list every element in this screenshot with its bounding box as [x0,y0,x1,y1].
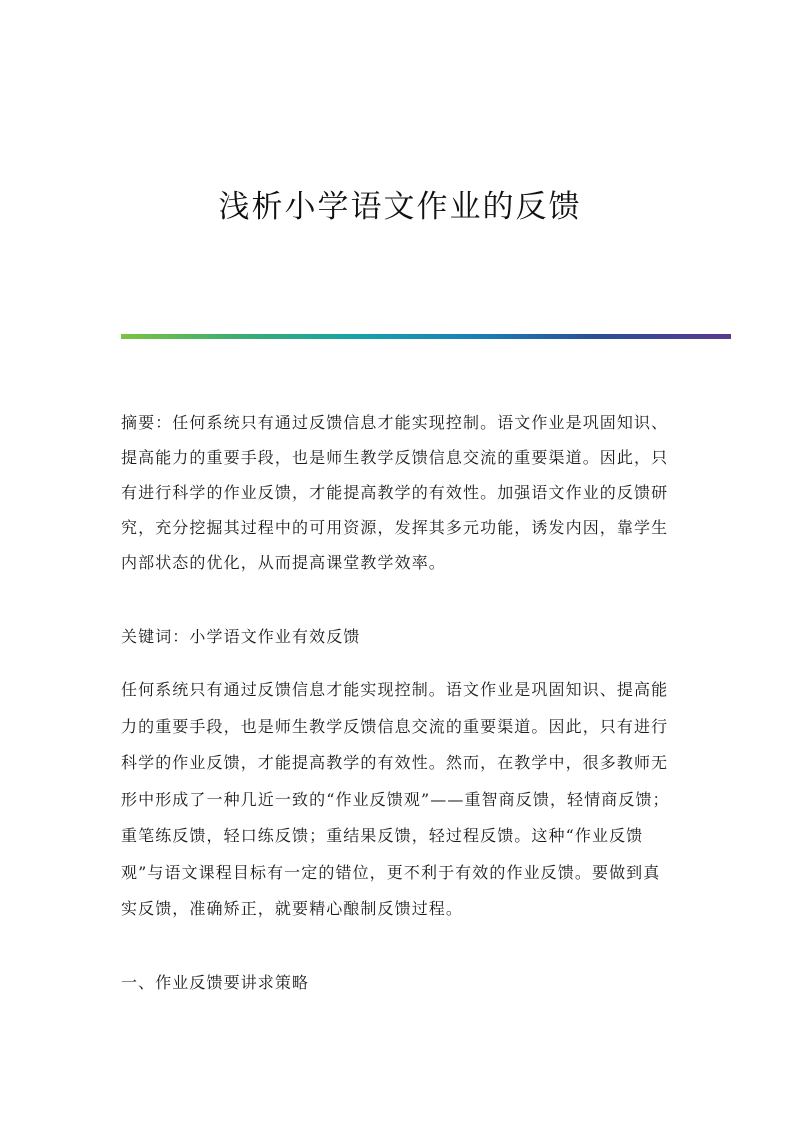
intro-paragraph: 任何系统只有通过反馈信息才能实现控制。语文作业是巩固知识、提高能力的重要手段，也是师生教学反馈信息交流的重要渠道。因此，只有进行科学的作业反馈，才能提高教学的有效性。然而，在教学中，很多教师无形中形成了一种几近一致的“作业反馈观”——重智商反馈，轻情商反馈；重笔练反馈，轻口练反馈；重结果反馈，轻过程反馈。这种“作业反馈观”与语文课程目标有一定的错位，更不利于有效的作业反馈。要做到真实反馈，准确矫正，就要精心酿制反馈过程。 [121,680,670,918]
abstract-paragraph: 摘要：任何系统只有通过反馈信息才能实现控制。语文作业是巩固知识、提高能力的重要手段，也是师生教学反馈信息交流的重要渠道。因此，只有进行科学的作业反馈，才能提高教学的有效性。加强语文作业的反馈研究，充分挖掘其过程中的可用资源，发挥其多元功能，诱发内因，靠学生内部状态的优化，从而提高课堂教学效率。 [121,413,669,572]
section-heading: 一、作业反馈要讲求策略 [121,973,310,992]
keywords-line: 关键词：小学语文作业有效反馈 [121,627,361,646]
title-divider [121,334,731,339]
document-title: 浅析小学语文作业的反馈 [218,189,582,225]
